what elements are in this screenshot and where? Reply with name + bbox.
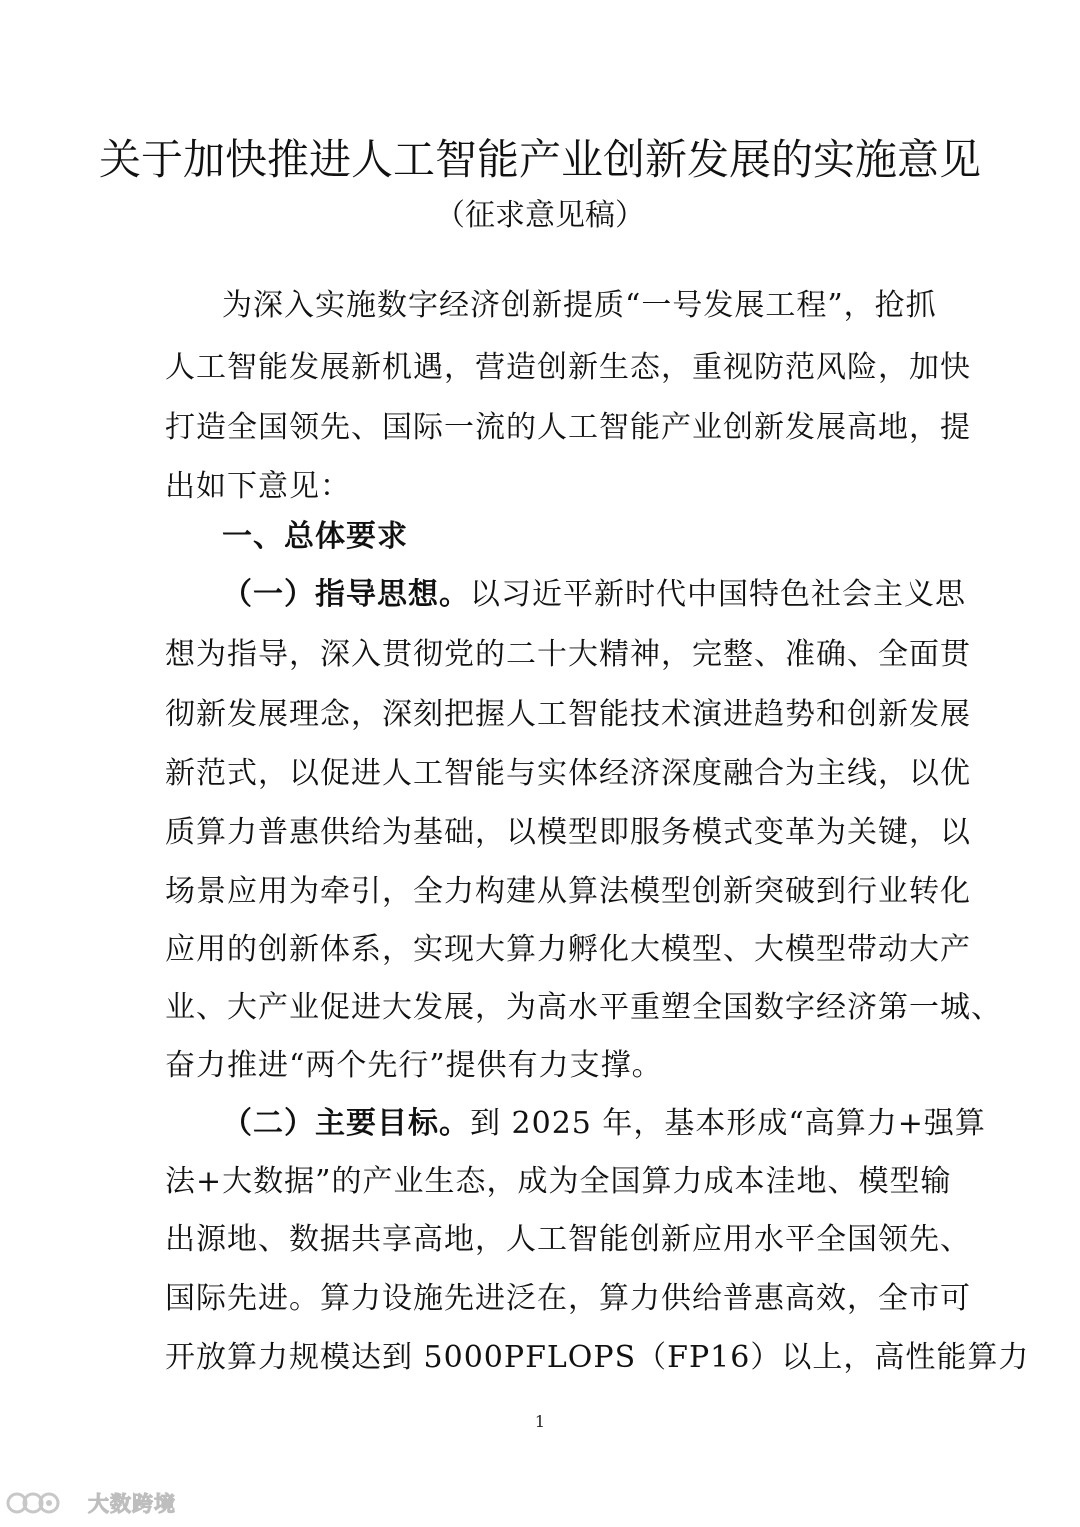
paragraph-line: 应用的创新体系，实现大算力孵化大模型、大模型带动大产 bbox=[165, 932, 971, 967]
paragraph-line: 想为指导，深入贯彻党的二十大精神，完整、准确、全面贯 bbox=[165, 637, 971, 672]
paragraph-line: 质算力普惠供给为基础，以模型即服务模式变革为关键，以 bbox=[165, 815, 971, 850]
paragraph-line bbox=[222, 1096, 986, 1152]
paragraph-line: 彻新发展理念，深刻把握人工智能技术演进趋势和创新发展 bbox=[165, 697, 971, 732]
watermark-text: 大数跨境 bbox=[88, 1492, 176, 1516]
watermark bbox=[6, 1486, 176, 1520]
paragraph-lead: （一）指导思想。 bbox=[222, 577, 470, 612]
document-title: 关于加快推进人工智能产业创新发展的实施意见 bbox=[98, 135, 981, 184]
chain-link-logo-icon bbox=[6, 1488, 82, 1518]
paragraph-line: 奋力推进“两个先行”提供有力支撑。 bbox=[165, 1048, 663, 1083]
section-heading: 一、总体要求 bbox=[222, 519, 408, 554]
paragraph-line: 国际先进。算力设施先进泛在，算力供给普惠高效，全市可 bbox=[165, 1281, 971, 1316]
page-number: 1 bbox=[534, 1412, 546, 1431]
intro-line: 为深入实施数字经济创新提质“一号发展工程”，抢抓 bbox=[222, 288, 937, 323]
document-subtitle: （征求意见稿） bbox=[435, 198, 645, 233]
paragraph-line: 场景应用为牵引，全力构建从算法模型创新突破到行业转化 bbox=[165, 874, 971, 909]
intro-line: 人工智能发展新机遇，营造创新生态，重视防范风险，加快 bbox=[165, 350, 971, 385]
paragraph-text: 到 2025 年，基本形成“高算力+强算 bbox=[470, 1106, 986, 1141]
paragraph-line: 新范式，以促进人工智能与实体经济深度融合为主线，以优 bbox=[165, 756, 971, 791]
paragraph-line: 业、大产业促进大发展，为高水平重塑全国数字经济第一城、 bbox=[165, 990, 1002, 1025]
paragraph-line: 开放算力规模达到 5000PFLOPS（FP16）以上，高性能算力 bbox=[165, 1340, 1030, 1375]
intro-line: 出如下意见： bbox=[165, 469, 351, 504]
paragraph-line: 法+大数据”的产业生态，成为全国算力成本洼地、模型输 bbox=[165, 1164, 952, 1199]
paragraph-line: 出源地、数据共享高地，人工智能创新应用水平全国领先、 bbox=[165, 1222, 971, 1257]
paragraph-lead: （二）主要目标。 bbox=[222, 1106, 470, 1141]
paragraph-text: 以习近平新时代中国特色社会主义思 bbox=[470, 577, 966, 612]
paragraph-line bbox=[222, 567, 966, 623]
intro-line: 打造全国领先、国际一流的人工智能产业创新发展高地，提 bbox=[165, 410, 971, 445]
